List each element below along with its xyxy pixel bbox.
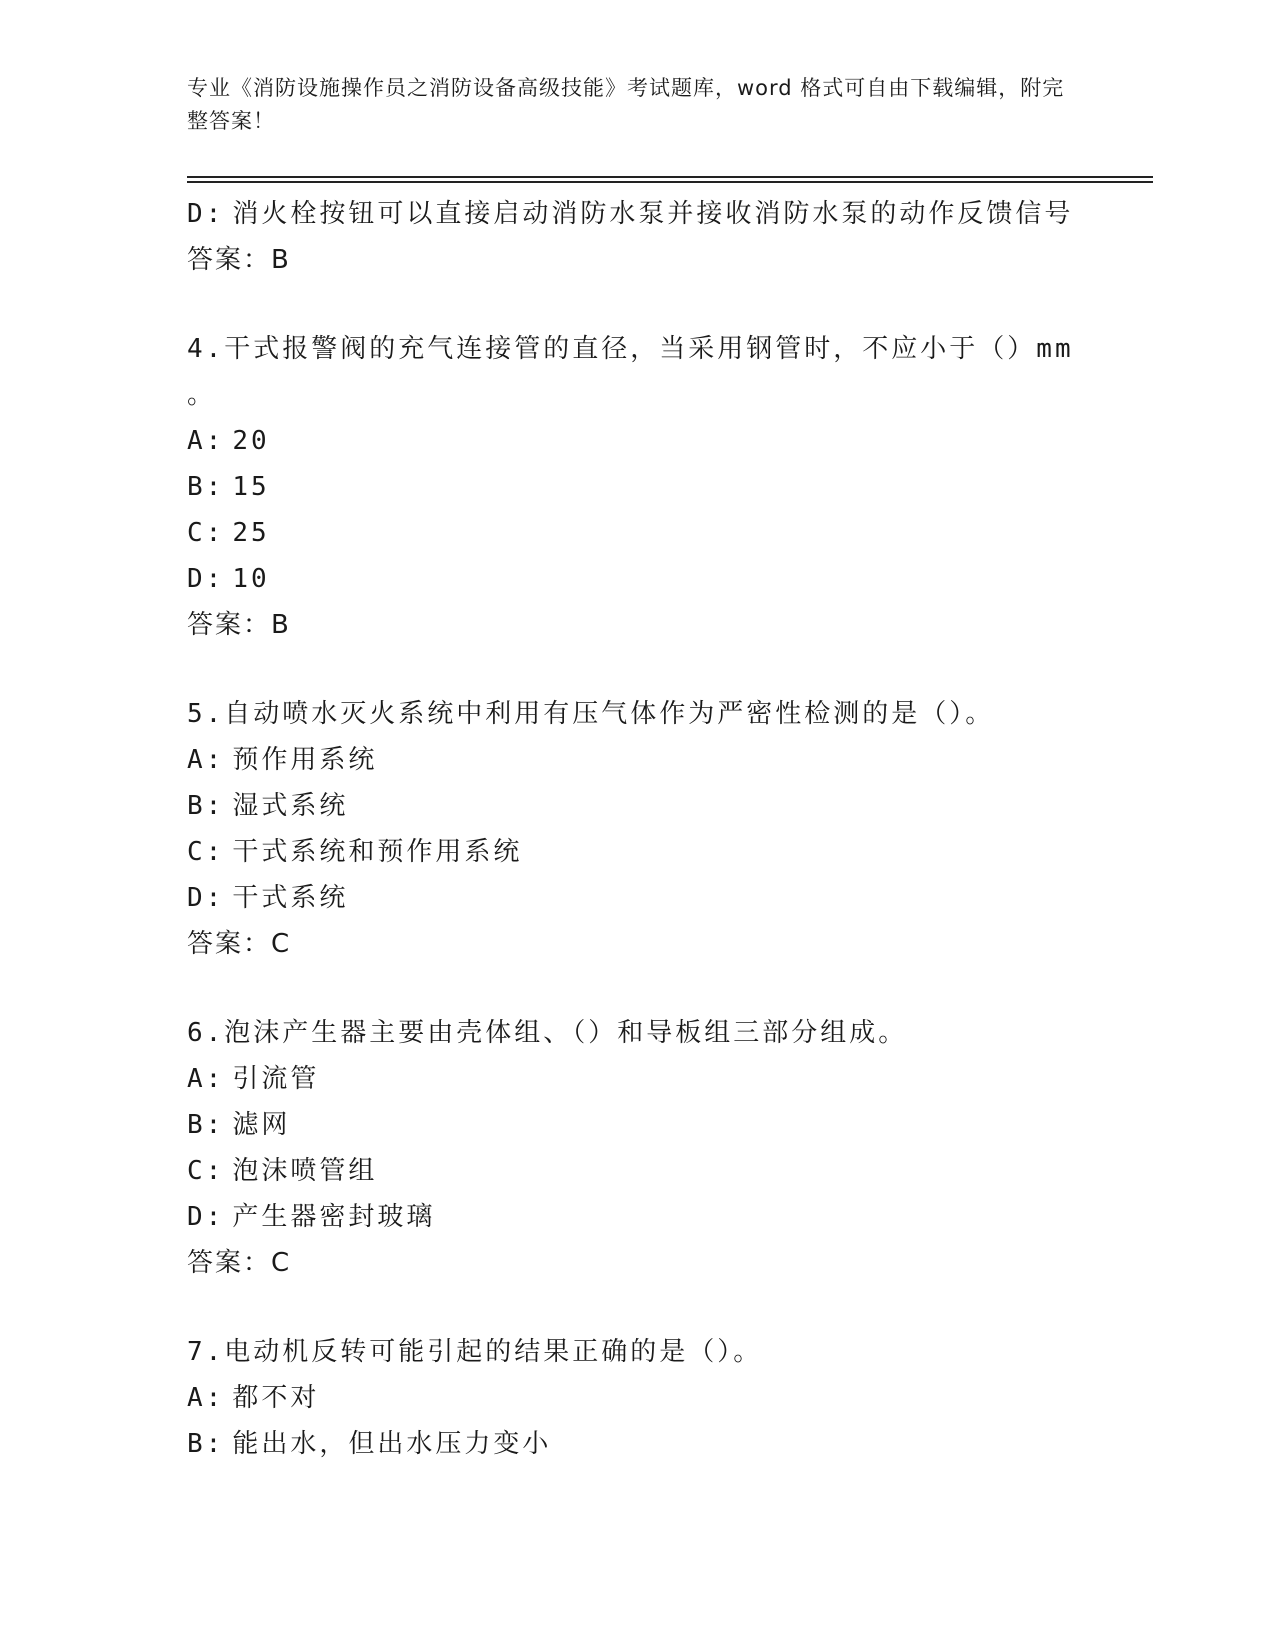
option-text: 消火栓按钮可以直接启动消防水泵并接收消防水泵的动作反馈信号 — [232, 199, 1074, 229]
option-row — [187, 1148, 1147, 1194]
option-text: 预作用系统 — [232, 745, 378, 775]
option-row — [187, 1194, 1147, 1240]
question-stem: 5.自动喷水灭火系统中利用有压气体作为严密性检测的是（）。 — [187, 699, 995, 729]
option-text: 15 — [232, 472, 270, 502]
option-letter: B: — [187, 791, 225, 821]
option-letter: D: — [187, 1202, 225, 1232]
question-stem: 7.电动机反转可能引起的结果正确的是（）。 — [187, 1337, 763, 1367]
option-row — [187, 783, 1147, 829]
option-row — [187, 556, 1147, 602]
option-letter: B: — [187, 1110, 225, 1140]
option-text: 10 — [232, 564, 270, 594]
option-letter: C: — [187, 1156, 225, 1186]
answer-line: 答案：B — [187, 245, 291, 275]
option-letter: D: — [187, 564, 225, 594]
option-text: 产生器密封玻璃 — [232, 1202, 436, 1232]
option-letter: D: — [187, 199, 225, 229]
document-header: 专业《消防设施操作员之消防设备高级技能》考试题库，word 格式可自由下载编辑，附完整答案！ — [187, 76, 1065, 133]
question-stem-continued: 。 — [187, 380, 217, 410]
option-row — [187, 1421, 1147, 1467]
option-row — [187, 829, 1147, 875]
option-text: 20 — [232, 426, 270, 456]
option-row — [187, 1375, 1147, 1421]
option-letter: C: — [187, 518, 225, 548]
option-text: 泡沫喷管组 — [232, 1156, 378, 1186]
option-row — [187, 418, 1147, 464]
option-text: 湿式系统 — [232, 791, 349, 821]
option-row — [187, 1102, 1147, 1148]
option-row — [187, 737, 1147, 783]
header-rule-top — [187, 176, 1153, 178]
option-letter: B: — [187, 472, 225, 502]
option-row — [187, 1056, 1147, 1102]
option-letter: B: — [187, 1429, 225, 1459]
option-text: 干式系统 — [232, 883, 349, 913]
answer-line: 答案：C — [187, 1248, 292, 1278]
option-row — [187, 875, 1147, 921]
question-stem: 4.干式报警阀的充气连接管的直径，当采用钢管时，不应小于（）mm — [187, 334, 1074, 364]
option-text: 能出水，但出水压力变小 — [232, 1429, 552, 1459]
option-text: 都不对 — [232, 1383, 320, 1413]
question-list — [187, 191, 1147, 1467]
option-letter: C: — [187, 837, 225, 867]
option-text: 干式系统和预作用系统 — [232, 837, 523, 867]
answer-line: 答案：C — [187, 929, 292, 959]
option-letter: A: — [187, 745, 225, 775]
option-text: 滤网 — [232, 1110, 291, 1140]
question-stem: 6.泡沫产生器主要由壳体组、（）和导板组三部分组成。 — [187, 1018, 908, 1048]
option-row — [187, 191, 1147, 237]
option-row — [187, 464, 1147, 510]
answer-line: 答案：B — [187, 610, 291, 640]
option-text: 引流管 — [232, 1064, 320, 1094]
option-letter: D: — [187, 883, 225, 913]
option-row — [187, 510, 1147, 556]
option-letter: A: — [187, 426, 225, 456]
option-text: 25 — [232, 518, 270, 548]
option-letter: A: — [187, 1383, 225, 1413]
header-rule-bottom — [187, 181, 1153, 183]
option-letter: A: — [187, 1064, 225, 1094]
